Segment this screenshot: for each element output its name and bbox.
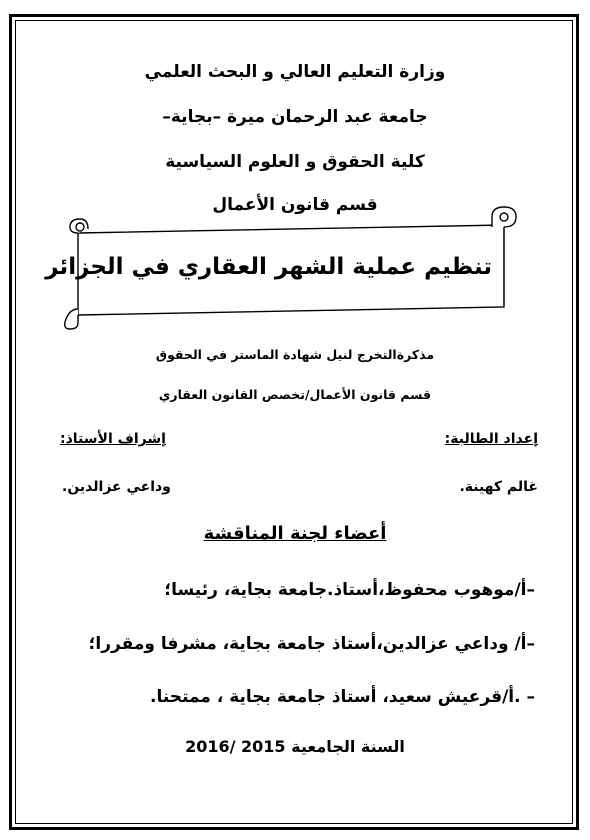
faculty-heading: كلية الحقوق و العلوم السياسية: [165, 152, 425, 172]
thesis-title: تنظيم عملية الشهر العقاري في الجزائر: [45, 254, 492, 280]
student-name: غالم كهينة.: [459, 479, 538, 495]
committee-member: –أ/ وداعي عزالدين،أستاذ جامعة بجاية، مشرفا ومقررا؛: [88, 634, 535, 654]
student-label: إعداد الطالبة:: [444, 431, 538, 447]
committee-member: – .أ/قرعيش سعيد، أستاذ جامعة بجاية ، ممتحنا.: [150, 687, 535, 707]
degree-line: مذكرةالتخرج لنيل شهادة الماستر في الحقوق: [155, 347, 435, 362]
committee-member: –أ/موهوب محفوظ،أستاذ.جامعة بجاية، رئيسا؛: [164, 580, 535, 600]
supervisor-label: إشراف الأستاذ:: [60, 431, 166, 447]
university-heading: جامعة عبد الرحمان ميرة –بجاية–: [162, 107, 428, 127]
specialty-line: قسم قانون الأعمال/تخصص القانون العقاري: [158, 387, 432, 402]
academic-year: السنة الجامعية 2015 /2016: [185, 737, 405, 756]
ministry-heading: وزارة التعليم العالي و البحث العلمي: [144, 62, 446, 82]
supervisor-name: وداعي عزالدين.: [62, 479, 171, 495]
committee-title: أعضاء لجنة المناقشة: [203, 523, 387, 544]
department-heading: قسم قانون الأعمال: [212, 195, 378, 215]
